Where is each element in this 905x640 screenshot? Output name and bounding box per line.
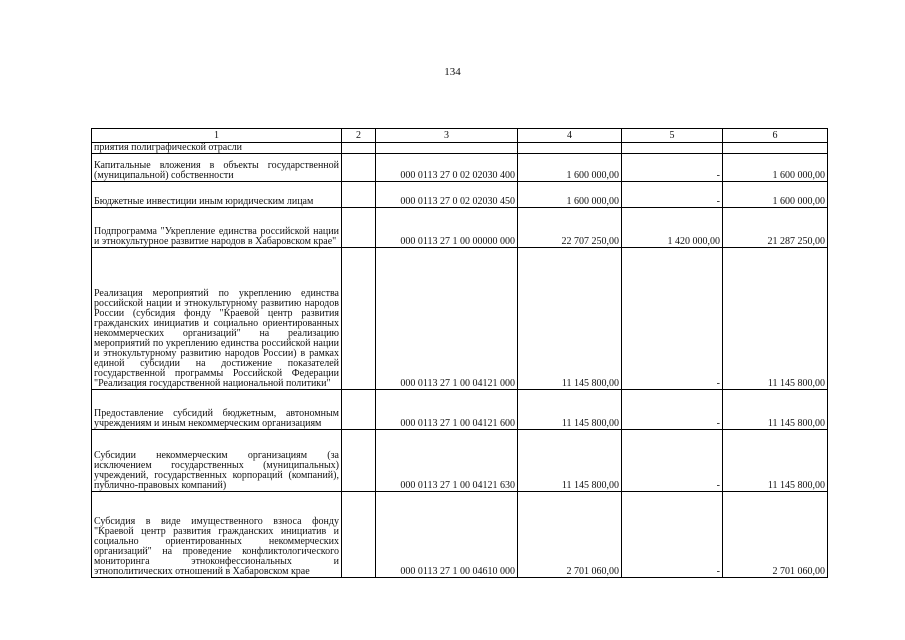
row-empty-cell [342, 492, 376, 578]
column-header-6: 6 [723, 129, 828, 143]
row-description: Капитальные вложения в объекты государственной (муниципальной) собственности [92, 154, 342, 182]
row-total: 11 145 800,00 [723, 430, 828, 492]
row-empty-cell [342, 430, 376, 492]
header-row [92, 129, 828, 143]
table-row [92, 182, 828, 208]
row-empty-cell [342, 248, 376, 390]
row-amount [518, 143, 622, 154]
table-row [92, 248, 828, 390]
row-total: 1 600 000,00 [723, 182, 828, 208]
table-row [92, 208, 828, 248]
page-number: 134 [444, 66, 461, 78]
row-description: Предоставление субсидий бюджетным, автономным учреждениям и иным некоммерческим организациям [92, 390, 342, 430]
row-description: Бюджетные инвестиции иным юридическим лицам [92, 182, 342, 208]
row-total: 2 701 060,00 [723, 492, 828, 578]
row-change: - [622, 390, 723, 430]
row-change: 1 420 000,00 [622, 208, 723, 248]
row-amount: 22 707 250,00 [518, 208, 622, 248]
table-row [92, 492, 828, 578]
row-total: 1 600 000,00 [723, 154, 828, 182]
row-empty-cell [342, 182, 376, 208]
table-row [92, 430, 828, 492]
row-description: Субсидия в виде имущественного взноса фонду "Краевой центр развития гражданских инициатив и социально ориентированных некоммерческих организаций" на проведение конфликтологического мониторинга этноконфессиональных и этнополитических отношений в Хабаровском крае [92, 492, 342, 578]
row-code: 000 0113 27 1 00 04121 600 [376, 390, 518, 430]
table-row [92, 154, 828, 182]
row-empty-cell [342, 208, 376, 248]
column-header-5: 5 [622, 129, 723, 143]
budget-table [91, 128, 828, 578]
row-empty-cell [342, 390, 376, 430]
row-amount: 2 701 060,00 [518, 492, 622, 578]
row-description: приятия полиграфической отрасли [92, 143, 342, 154]
row-description: Подпрограмма "Укрепление единства российской нации и этнокультурное развитие народов в Хабаровском крае" [92, 208, 342, 248]
row-code: 000 0113 27 0 02 02030 450 [376, 182, 518, 208]
row-code [376, 143, 518, 154]
column-header-4: 4 [518, 129, 622, 143]
row-change: - [622, 248, 723, 390]
row-code: 000 0113 27 1 00 00000 000 [376, 208, 518, 248]
row-code: 000 0113 27 1 00 04121 630 [376, 430, 518, 492]
row-amount: 1 600 000,00 [518, 182, 622, 208]
row-total: 11 145 800,00 [723, 248, 828, 390]
row-change: - [622, 492, 723, 578]
row-code: 000 0113 27 1 00 04121 000 [376, 248, 518, 390]
row-amount: 11 145 800,00 [518, 248, 622, 390]
column-header-1: 1 [92, 129, 342, 143]
row-amount: 1 600 000,00 [518, 154, 622, 182]
row-description: Реализация мероприятий по укреплению единства российской нации и этнокультурному развитию народов России (субсидия фонду "Краевой центр развития гражданских инициатив и социально ориентированных некоммерческих организаций" на реализацию мероприятий по укреплению единства российской нации и этнокультурному развитию народов России) в рамках единой субсидии на достижение показателей государственной программы Российской Федерации "Реализация государственной национальной политики" [92, 248, 342, 390]
row-amount: 11 145 800,00 [518, 430, 622, 492]
row-code: 000 0113 27 1 00 04610 000 [376, 492, 518, 578]
row-empty-cell [342, 154, 376, 182]
row-change: - [622, 430, 723, 492]
row-description: Субсидии некоммерческим организациям (за исключением государственных (муниципальных) учреждений, государственных корпораций (компаний), публично-правовых компаний) [92, 430, 342, 492]
row-change: - [622, 154, 723, 182]
row-total [723, 143, 828, 154]
row-change [622, 143, 723, 154]
row-code: 000 0113 27 0 02 02030 400 [376, 154, 518, 182]
row-empty-cell [342, 143, 376, 154]
table-row [92, 143, 828, 154]
column-header-2: 2 [342, 129, 376, 143]
row-amount: 11 145 800,00 [518, 390, 622, 430]
row-change: - [622, 182, 723, 208]
row-total: 21 287 250,00 [723, 208, 828, 248]
table-row [92, 390, 828, 430]
row-total: 11 145 800,00 [723, 390, 828, 430]
column-header-3: 3 [376, 129, 518, 143]
